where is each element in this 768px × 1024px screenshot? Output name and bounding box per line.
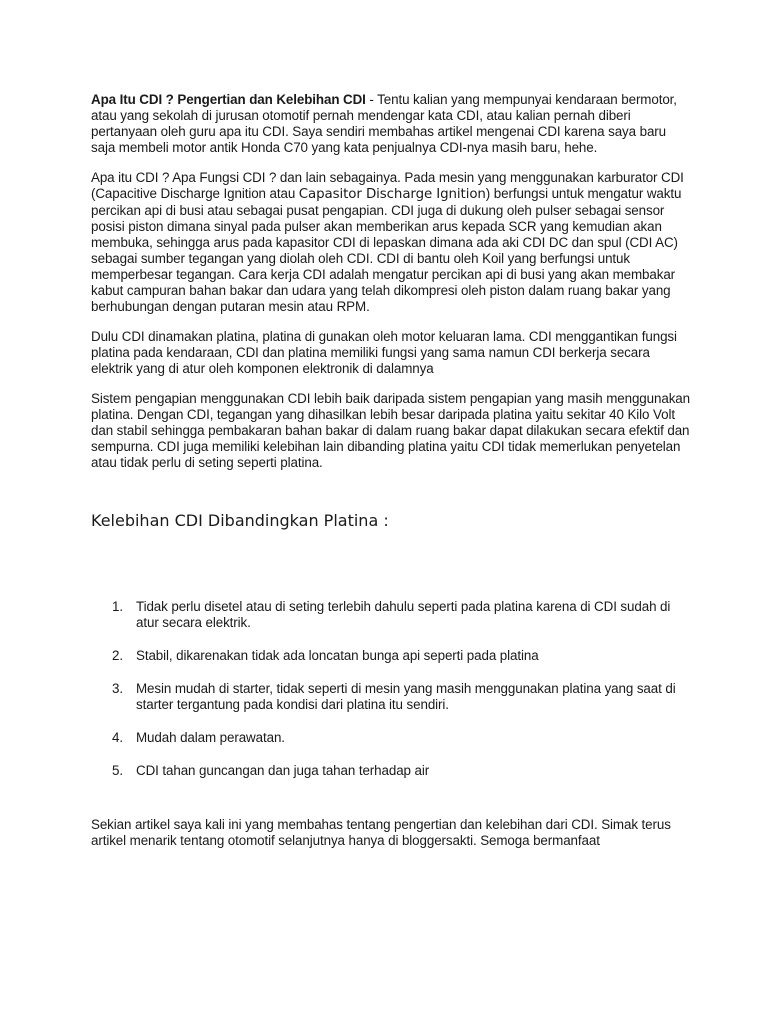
platina-paragraph: Dulu CDI dinamakan platina, platina di gunakan oleh motor keluaran lama. CDI menggantikan fungsi platina pada kendaraan, CDI dan platina memiliki fungsi yang sama namun CDI berkerja secara elektrik yang di atur oleh komponen elektronik di dalamnya (91, 329, 677, 376)
list-number: 4. (112, 730, 123, 745)
function-text-b: ) berfungsi untuk mengatur waktu percikan api di busi atau sebagai pusat pengapian. CDI juga di dukung oleh pulser sebagai sensor posisi piston dimana sinyal pada pulser akan memberikan arus kepada SCR yang kemudian akan membuka, sehingga arus pada kapasitor CDI di lepaskan dimana ada aki CDI DC dan spul (CDI AC) sebagai sumber tegangan yang diolah oleh CDI. CDI di bantu oleh Koil yang berfungsi untuk memperbesar tegangan. Cara kerja CDI adalah mengatur percikan api di busi yang akan membakar kabut campuran bahan bakar dan udara yang telah dikompresi oleh piston dalam ruang bakar yang berhubungan dengan putaran mesin atau RPM. (91, 186, 682, 314)
document-page (91, 92, 691, 863)
list-number: 5. (112, 763, 123, 778)
list-item (91, 599, 691, 631)
intro-title: Apa Itu CDI ? Pengertian dan Kelebihan CDI (91, 92, 366, 107)
list-text: Mudah dalam perawatan. (136, 730, 285, 745)
list-number: 3. (112, 681, 123, 696)
list-item (91, 648, 691, 664)
list-item (91, 730, 691, 746)
advantages-list (91, 599, 691, 779)
intro-paragraph (91, 92, 691, 156)
intro-text: - Tentu kalian yang mempunyai kendaraan bermotor, atau yang sekolah di jurusan otomotif pernah mendengar kata CDI, atau kalian pernah diberi pertanyaan oleh guru apa itu CDI. Saya sendiri membahas artikel mengenai CDI karena saya baru saja membeli motor antik Honda C70 yang kata penjualnya CDI-nya masih baru, hehe. (91, 92, 677, 155)
list-item (91, 681, 691, 713)
list-text: Stabil, dikarenakan tidak ada loncatan bunga api seperti pada platina (136, 648, 539, 663)
list-text: CDI tahan guncangan dan juga tahan terhadap air (136, 763, 430, 778)
list-number: 2. (112, 648, 123, 663)
list-number: 1. (112, 599, 123, 614)
function-text-wide: Capasitor Discharge Ignition (298, 187, 486, 202)
list-item (91, 763, 691, 779)
closing-paragraph: Sekian artikel saya kali ini yang membahas tentang pengertian dan kelebihan dari CDI. Simak terus artikel menarik tentang otomotif selanjutnya hanya di bloggersakti. Semoga bermanfaat (91, 817, 671, 848)
comparison-paragraph: Sistem pengapian menggunakan CDI lebih baik daripada sistem pengapian yang masih menggunakan platina. Dengan CDI, tegangan yang dihasilkan lebih besar daripada platina yaitu sekitar 40 Kilo Volt dan stabil sehingga pembakaran bahan bakar di dalam ruang bakar dapat dilakukan secara efektif dan sempurna. CDI juga memiliki kelebihan lain dibanding platina yaitu CDI tidak memerlukan penyetelan atau tidak perlu di seting seperti platina. (91, 391, 690, 470)
function-text-a: Apa itu CDI ? Apa Fungsi CDI ? dan lain sebagainya. Pada mesin yang menggunakan karburator CDI (Capacitive Discharge Ignition atau (91, 170, 684, 201)
function-paragraph (91, 170, 691, 315)
list-text: Mesin mudah di starter, tidak seperti di mesin yang masih menggunakan platina yang saat di starter tergantung pada kondisi dari platina itu sendiri. (136, 681, 676, 712)
list-text: Tidak perlu disetel atau di seting terlebih dahulu seperti pada platina karena di CDI sudah di atur secara elektrik. (136, 599, 671, 630)
section-heading: Kelebihan CDI Dibandingkan Platina : (91, 511, 389, 530)
